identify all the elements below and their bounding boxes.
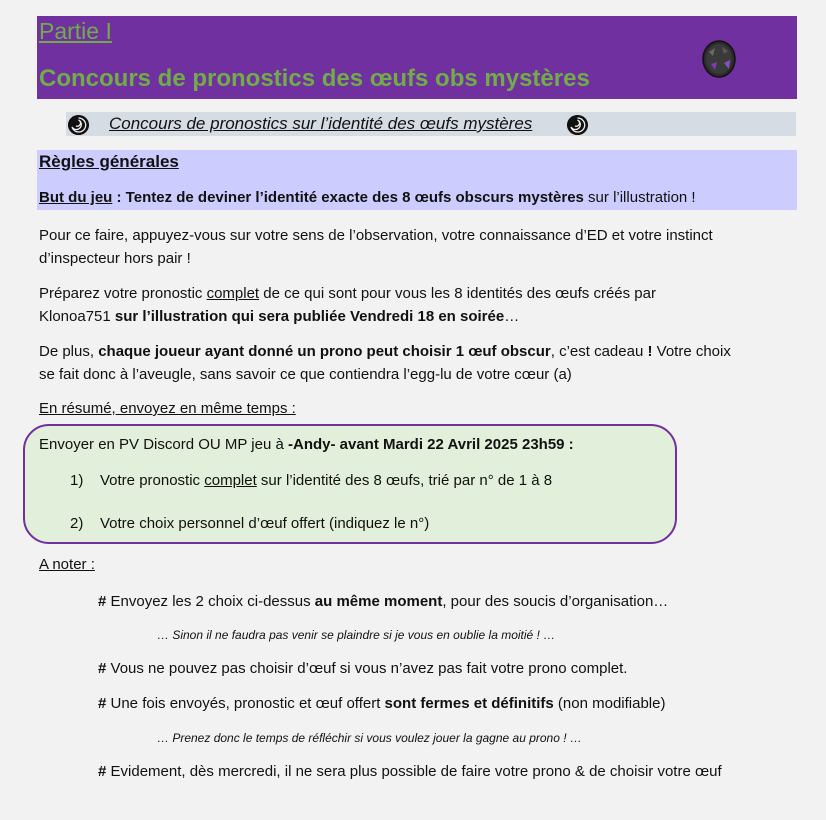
notes-heading: A noter : — [39, 556, 95, 573]
note-4: # Evidement, dès mercredi, il ne sera plus possible de faire votre prono & de choisir votre œuf — [98, 763, 722, 780]
box-intro: Envoyer en PV Discord OU MP jeu à -Andy- avant Mardi 22 Avril 2025 23h59 : — [39, 436, 574, 453]
page-title: Concours de pronostics des œufs obs mystères — [39, 65, 590, 92]
subheader-title: Concours de pronostics sur l’identité des œufs mystères — [109, 114, 533, 133]
paragraph-gift: De plus, chaque joueur ayant donné un prono peut choisir 1 œuf obscur, c’est cadeau ! Votre choix se fait donc à l’aveugle, sans savoir ce que contiendra l’egg-lu de votre cœur (a) — [39, 343, 731, 383]
goal-line: But du jeu : Tentez de deviner l’identité exacte des 8 œufs obscurs mystères sur l’illustration ! — [39, 189, 696, 206]
rules-title: Règles générales — [39, 152, 179, 171]
goal-label: But du jeu — [39, 189, 113, 206]
swirl-icon — [68, 115, 89, 135]
egg-icon — [700, 38, 738, 78]
instructions-box — [23, 424, 677, 544]
swirl-icon — [567, 115, 588, 135]
box-item-2: 2) Votre choix personnel d’œuf offert (indiquez le n°) — [70, 515, 430, 532]
note-2: # Vous ne pouvez pas choisir d’œuf si vous n’avez pas fait votre prono complet. — [98, 660, 628, 677]
goal-text: Tentez de deviner l’identité exacte des 8 œufs obscurs mystères — [125, 189, 584, 206]
note-3: # Une fois envoyés, pronostic et œuf offert sont fermes et définitifs (non modifiable) — [98, 695, 666, 712]
rules-section — [37, 150, 797, 210]
header-banner — [37, 16, 797, 99]
part-label: Partie I — [39, 18, 112, 44]
note-1: # Envoyez les 2 choix ci-dessus au même moment, pour des soucis d’organisation… — [98, 593, 669, 610]
subheader-bar — [66, 112, 796, 136]
note-3-aside: … Prenez donc le temps de réfléchir si vous voulez jouer la gagne au prono ! … — [157, 731, 582, 745]
summary-heading: En résumé, envoyez en même temps : — [39, 400, 296, 417]
paragraph-intro: Pour ce faire, appuyez-vous sur votre sens de l’observation, votre connaissance d’ED et votre instinct d’inspecteur hors pair ! — [39, 227, 713, 267]
box-item-1: 1) Votre pronostic complet sur l’identité des 8 œufs, trié par n° de 1 à 8 — [70, 472, 553, 489]
paragraph-prepare: Préparez votre pronostic complet de ce qui sont pour vous les 8 identités des œufs créés par Klonoa751 sur l’illustration qui sera publiée Vendredi 18 en soirée… — [39, 285, 656, 325]
note-1-aside: … Sinon il ne faudra pas venir se plaindre si je vous en oublie la moitié ! … — [157, 628, 556, 642]
